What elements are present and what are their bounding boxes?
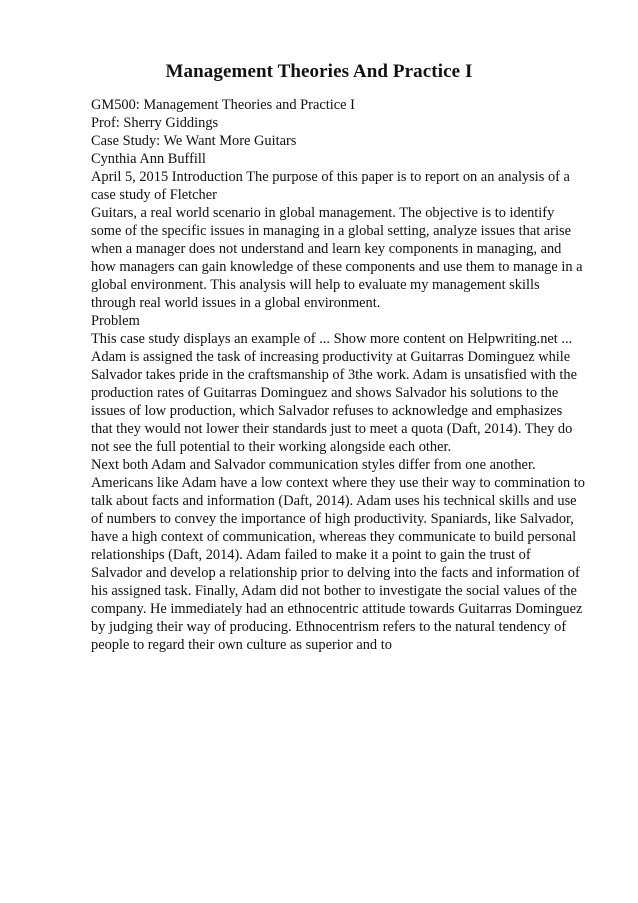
body-line: issues of low production, which Salvador refuses to acknowledge and emphasizes	[91, 403, 563, 419]
body-line: how managers can gain knowledge of these components and use them to manage in a	[91, 259, 583, 275]
body-line: that they would not lower their standards just to meet a quota (Daft, 2014). They do	[91, 421, 573, 437]
body-line: Salvador takes pride in the craftsmanship of 3the work. Adam is unsatisfied with the	[91, 367, 577, 383]
body-line: Guitars, a real world scenario in global management. The objective is to identify	[91, 205, 555, 221]
body-line: This case study displays an example of ... Show more content on Helpwriting.net ...	[91, 331, 573, 347]
body-line: Americans like Adam have a low context where they use their way to commination to	[91, 475, 585, 491]
body-line: relationships (Daft, 2014). Adam failed to make it a point to gain the trust of	[91, 547, 531, 563]
body-line: case study of Fletcher	[91, 187, 217, 203]
document-body	[91, 96, 591, 654]
body-line: Salvador and develop a relationship prior to delving into the facts and information of	[91, 565, 580, 581]
body-line: Adam is assigned the task of increasing productivity at Guitarras Dominguez while	[91, 349, 571, 365]
body-line: company. He immediately had an ethnocentric attitude towards Guitarras Dominguez	[91, 601, 583, 617]
body-line: talk about facts and information (Daft, 2014). Adam uses his technical skills and use	[91, 493, 577, 509]
body-line: when a manager does not understand and learn key components in managing, and	[91, 241, 562, 257]
body-line: of numbers to convey the importance of high productivity. Spaniards, like Salvador,	[91, 511, 574, 527]
body-line: GM500: Management Theories and Practice I	[91, 97, 355, 113]
section-heading: Problem	[91, 313, 140, 329]
body-line: Next both Adam and Salvador communication styles differ from one another.	[91, 457, 536, 473]
body-line: have a high context of communication, whereas they communicate to build personal	[91, 529, 577, 545]
body-line: by judging their way of producing. Ethnocentrism refers to the natural tendency of	[91, 619, 567, 635]
body-line: Case Study: We Want More Guitars	[91, 133, 297, 149]
body-line: not see the full potential to their working alongside each other.	[91, 439, 452, 455]
body-line: April 5, 2015 Introduction The purpose of this paper is to report on an analysis of a	[91, 169, 570, 185]
body-line: people to regard their own culture as superior and to	[91, 637, 392, 653]
body-line: Cynthia Ann Buffill	[91, 151, 206, 167]
body-line: global environment. This analysis will help to evaluate my management skills	[91, 277, 540, 293]
body-line: through real world issues in a global environment.	[91, 295, 381, 311]
document-title: Management Theories And Practice I	[165, 61, 473, 82]
body-line: his assigned task. Finally, Adam did not bother to investigate the social values of the	[91, 583, 577, 599]
body-line: Prof: Sherry Giddings	[91, 115, 219, 131]
body-line: some of the specific issues in managing in a global setting, analyze issues that arise	[91, 223, 571, 239]
body-line: production rates of Guitarras Dominguez and shows Salvador his solutions to the	[91, 385, 559, 401]
